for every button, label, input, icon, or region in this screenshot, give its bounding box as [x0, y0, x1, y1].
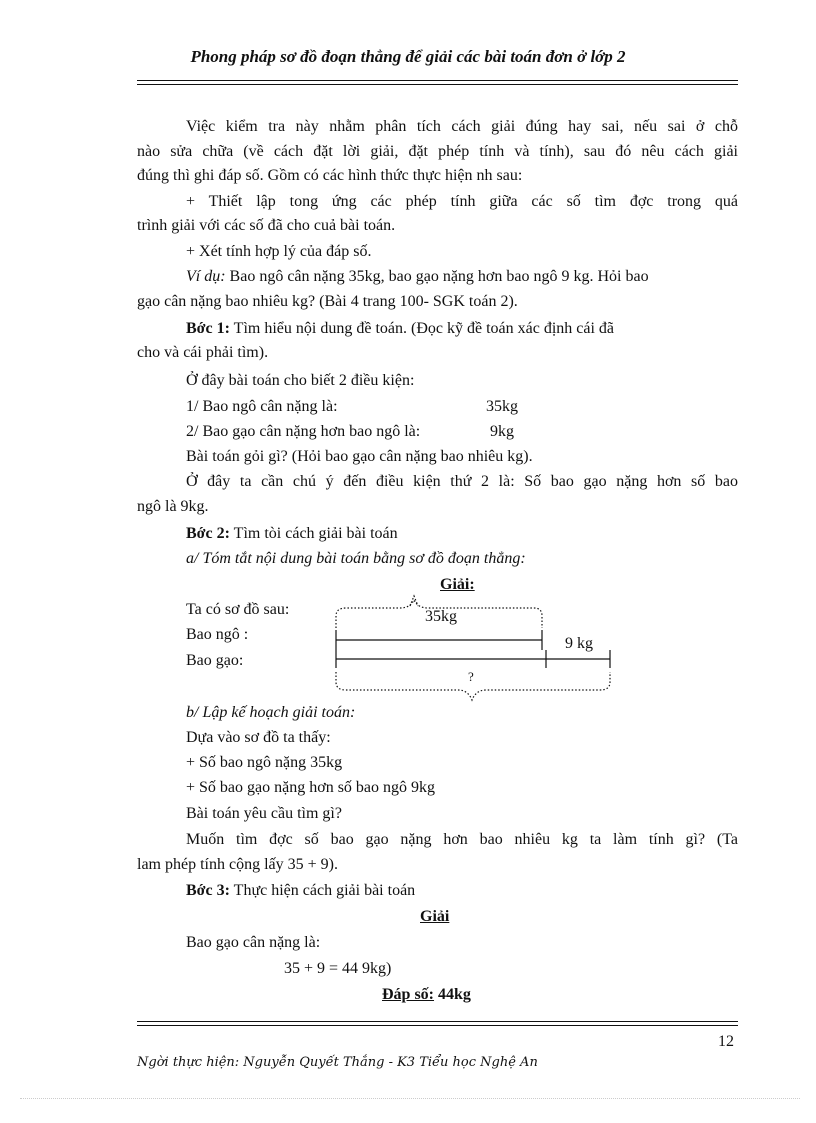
cond1-label: 1/ Bao ngô cân nặng là: — [186, 398, 338, 415]
page-header: Phong pháp sơ đồ đoạn thẳng để giải các bài toán đơn ở lớp 2 — [190, 47, 626, 66]
page-number: 12 — [718, 1033, 734, 1050]
top-brace — [336, 600, 542, 628]
giai-heading-2: Giải — [420, 908, 450, 925]
plan-line: lam phép tính cộng lấy 35 + 9). — [137, 856, 338, 873]
plan-line: Muốn tìm đợc số bao gạo nặng hơn bao nhiêu kg ta làm tính gì? (Ta — [186, 831, 738, 848]
sub-heading-b: b/ Lập kế hoạch giải toán: — [186, 704, 356, 721]
cond2-label: 2/ Bao gạo cân nặng hơn bao ngô là: — [186, 423, 421, 440]
para-line: cho và cái phải tìm). — [137, 344, 269, 361]
step3-text: Thực hiện cách giải bài toán — [229, 882, 416, 899]
para-line: nào sửa chữa (về cách đặt lời giải, đặt phép tính và tính), sau đó nêu cách giải — [137, 143, 738, 160]
para-line: trình giải với các số đã cho cuả bài toán. — [137, 217, 396, 234]
step1-text: Tìm hiểu nội dung đề toán. (Đọc kỹ đề toán xác định cái đã — [229, 320, 615, 337]
para-line: Ở đây bài toán cho biết 2 điều kiện: — [186, 372, 415, 389]
solution-calc: 35 + 9 = 44 9kg) — [284, 960, 392, 977]
step2-label: Bớc 2: — [186, 525, 230, 542]
para-line: + Xét tính hợp lý của đáp số. — [186, 243, 372, 260]
diagram-label-35kg: 35kg — [425, 608, 457, 625]
sub-heading-a: a/ Tóm tắt nội dung bài toán bằng sơ đồ đoạn thẳng: — [186, 550, 526, 567]
cond1-value: 35kg — [486, 398, 518, 415]
giai-heading: Giải: — [440, 576, 475, 593]
bottom-brace — [336, 672, 610, 700]
para-line: Việc kiểm tra này nhằm phân tích cách giải đúng hay sai, nếu sai ở chỗ — [186, 118, 738, 135]
plan-line: Dựa vào sơ đồ ta thấy: — [186, 729, 331, 746]
example-text: Bao ngô cân nặng 35kg, bao gạo nặng hơn bao ngô 9 kg. Hỏi bao — [225, 268, 649, 285]
answer-line — [382, 984, 471, 1006]
para-line: đúng thì ghi đáp số. Gồm có các hình thức thực hiện nh sau: — [137, 167, 523, 184]
para-line: Bài toán gỏi gì? (Hỏi bao gạo cân nặng bao nhiêu kg). — [186, 448, 533, 465]
footer-rule-2 — [137, 1025, 738, 1026]
step1-label: Bớc 1: — [186, 320, 230, 337]
answer-value: 44kg — [434, 986, 471, 1003]
diagram-row-gao: Bao gạo: — [186, 652, 244, 669]
footer-rule — [137, 1021, 738, 1022]
footer-author: Ngời thực hiện: Nguyễn Quyết Thắng - K3 Tiểu học Nghệ An — [137, 1055, 538, 1070]
example-label: Ví dụ: — [186, 268, 226, 285]
step3-label: Bớc 3: — [186, 882, 230, 899]
solution-line: Bao gạo cân nặng là: — [186, 934, 321, 951]
bottom-dotted-border — [20, 1098, 800, 1099]
step2-text: Tìm tòi cách giải bài toán — [229, 525, 398, 542]
plan-line: Bài toán yêu cầu tìm gì? — [186, 805, 342, 822]
para-line: ngô là 9kg. — [137, 498, 209, 515]
diagram-row-ngo: Bao ngô : — [186, 626, 249, 643]
cond2-value: 9kg — [490, 423, 514, 440]
para-line: gạo cân nặng bao nhiêu kg? (Bài 4 trang 100- SGK toán 2). — [137, 293, 518, 310]
plan-line: + Số bao gạo nặng hơn số bao ngô 9kg — [186, 779, 436, 796]
diagram-intro: Ta có sơ đồ sau: — [186, 601, 290, 618]
plan-line: + Số bao ngô nặng 35kg — [186, 754, 343, 771]
diagram-label-9kg: 9 kg — [565, 635, 593, 652]
para-line: + Thiết lập tong ứng các phép tính giữa các số tìm đợc trong quá — [186, 193, 738, 210]
step3-line — [186, 880, 415, 902]
diagram-label-question: ? — [468, 669, 474, 684]
answer-label: Đáp số: — [382, 986, 435, 1003]
para-line: Ở đây ta cần chú ý đến điều kiện thứ 2 là: Số bao gạo nặng hơn số bao — [186, 473, 738, 490]
